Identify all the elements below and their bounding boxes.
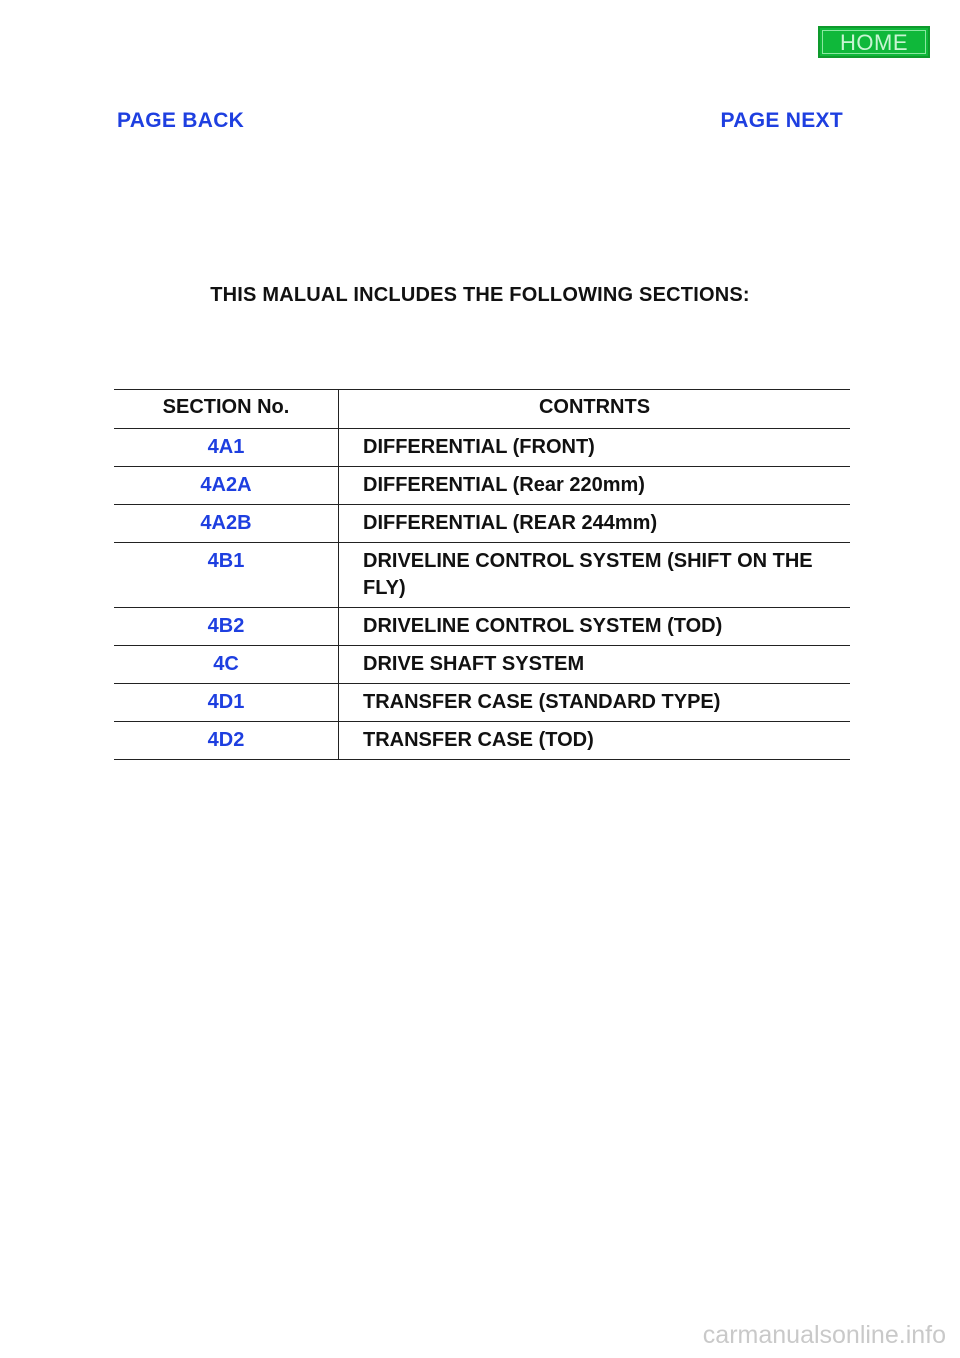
- section-contents: DIFFERENTIAL (REAR 244mm): [339, 505, 851, 543]
- table-row: [114, 543, 850, 608]
- section-contents: DIFFERENTIAL (FRONT): [339, 429, 851, 467]
- table-header-row: [114, 390, 850, 429]
- watermark: carmanualsonline.info: [702, 1321, 946, 1349]
- page-heading: THIS MALUAL INCLUDES THE FOLLOWING SECTIONS:: [210, 284, 750, 306]
- sections-table: [114, 389, 850, 760]
- home-button-label: HOME: [822, 30, 926, 54]
- header-contents: CONTRNTS: [339, 390, 851, 429]
- section-link-4a1[interactable]: 4A1: [207, 436, 245, 458]
- section-link-4d1[interactable]: 4D1: [207, 691, 245, 713]
- table-row: [114, 722, 850, 760]
- section-link-4a2a[interactable]: 4A2A: [200, 474, 252, 496]
- section-link-4b2[interactable]: 4B2: [207, 615, 245, 637]
- section-contents: DRIVELINE CONTROL SYSTEM (SHIFT ON THE FLY): [339, 543, 851, 608]
- header-section-no: SECTION No.: [114, 390, 339, 429]
- table-row: [114, 467, 850, 505]
- table-row: [114, 684, 850, 722]
- section-contents: DIFFERENTIAL (Rear 220mm): [339, 467, 851, 505]
- section-link-4b1[interactable]: 4B1: [207, 550, 245, 572]
- section-contents: DRIVE SHAFT SYSTEM: [339, 646, 851, 684]
- section-link-4d2[interactable]: 4D2: [207, 729, 245, 751]
- section-contents: TRANSFER CASE (TOD): [339, 722, 851, 760]
- page-back-link[interactable]: PAGE BACK: [117, 109, 245, 132]
- section-contents: TRANSFER CASE (STANDARD TYPE): [339, 684, 851, 722]
- page-next-link[interactable]: PAGE NEXT: [720, 109, 843, 132]
- table-row: [114, 608, 850, 646]
- table-row: [114, 646, 850, 684]
- table-row: [114, 505, 850, 543]
- section-link-4a2b[interactable]: 4A2B: [200, 512, 252, 534]
- section-contents: DRIVELINE CONTROL SYSTEM (TOD): [339, 608, 851, 646]
- section-link-4c[interactable]: 4C: [213, 653, 239, 675]
- table-row: [114, 429, 850, 467]
- home-button[interactable]: [818, 26, 930, 58]
